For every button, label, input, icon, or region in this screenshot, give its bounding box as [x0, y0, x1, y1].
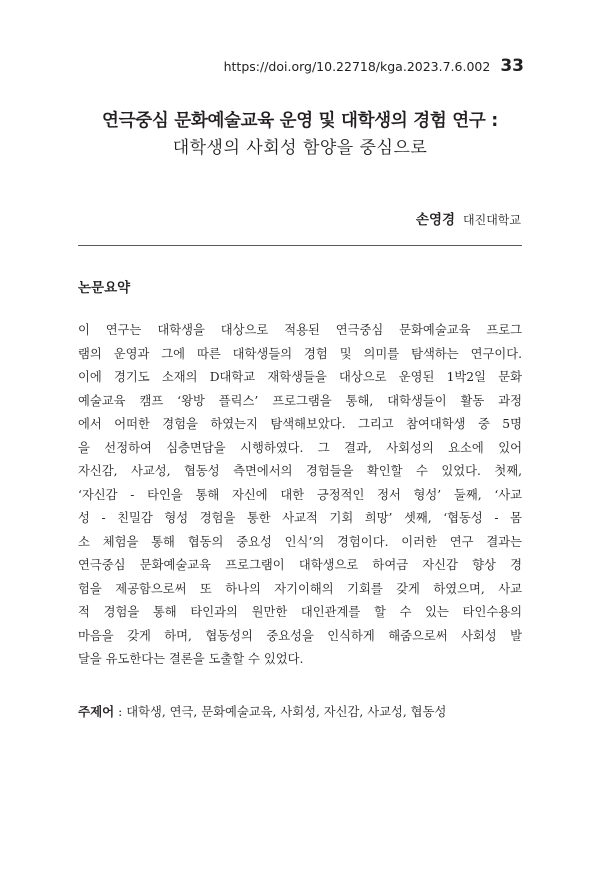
paper-title: 연극중심 문화예술교육 운영 및 대학생의 경험 연구 : — [102, 111, 498, 131]
abstract-line: 램의 운영과 그에 따른 대학생들의 경험 및 의미를 탐색하는 연구이다. — [78, 346, 522, 361]
abstract-line: 험을 제공함으로써 또 하나의 자기이해의 기회를 갖게 하였으며, 사교 — [78, 581, 522, 596]
page-number: 33 — [500, 56, 524, 76]
abstract-line: 연극중심 문화예술교육 프로그램이 대학생으로 하여금 자신감 향상 경 — [78, 558, 522, 572]
keywords-label: 주제어 — [78, 704, 115, 719]
page-header — [224, 56, 524, 76]
doi-link[interactable]: https://doi.org/10.22718/kga.2023.7.6.002 — [223, 59, 491, 74]
abstract-line: 이 연구는 대학생을 대상으로 적용된 연극중심 문화예술교육 프로그 — [78, 323, 522, 337]
abstract-line: ‘자신감 - 타인을 통해 자신에 대한 긍정적인 정서 형성’ 둘째, ‘사교 — [78, 487, 522, 502]
author-name: 손영경 — [415, 212, 456, 228]
abstract-line: 마음을 갖게 하며, 협동성의 중요성을 인식하게 해줌으로써 사회성 발 — [78, 628, 522, 643]
keywords-separator: : — [114, 705, 127, 719]
abstract-line: 을 선정하여 심층면담을 시행하였다. 그 결과, 사회성의 요소에 있어 — [78, 440, 522, 455]
abstract-heading: 논문요약 — [78, 280, 131, 296]
keywords — [78, 702, 522, 720]
paper-subtitle: 대학생의 사회성 함양을 중심으로 — [172, 138, 428, 158]
abstract-line: 에서 어떠한 경험을 하였는지 탐색해보았다. 그리고 참여대학생 중 5명 — [78, 417, 522, 431]
abstract-line: 예술교육 캠프 ‘왕방 플릭스’ 프로그램을 통해, 대학생들이 활동 과정 — [78, 393, 522, 408]
abstract-line: 성 - 친밀감 형성 경험을 통한 사교적 기회 희망’ 셋째, ‘협동성 - 몸 — [78, 511, 522, 525]
author-affiliation: 대진대학교 — [463, 213, 521, 227]
abstract-line: 자신감, 사교성, 협동성 측면에서의 경험들을 확인할 수 있었다. 첫째, — [78, 464, 522, 478]
author-line — [416, 208, 521, 228]
abstract-body — [78, 319, 522, 672]
abstract-line: 적 경험을 통해 타인과의 원만한 대인관계를 할 수 있는 타인수용의 — [78, 605, 522, 619]
title-block — [60, 108, 540, 161]
abstract-line: 소 체험을 통해 협동의 중요성 인식’의 경험이다. 이러한 연구 결과는 — [78, 534, 522, 549]
abstract-line: 이에 경기도 소재의 D대학교 재학생들을 대상으로 운영된 1박2일 문화 — [78, 370, 522, 384]
keywords-text: 대학생, 연극, 문화예술교육, 사회성, 자신감, 사교성, 협동성 — [126, 705, 447, 719]
divider — [78, 245, 522, 246]
abstract-line: 달을 유도한다는 결론을 도출할 수 있었다. — [78, 652, 304, 666]
